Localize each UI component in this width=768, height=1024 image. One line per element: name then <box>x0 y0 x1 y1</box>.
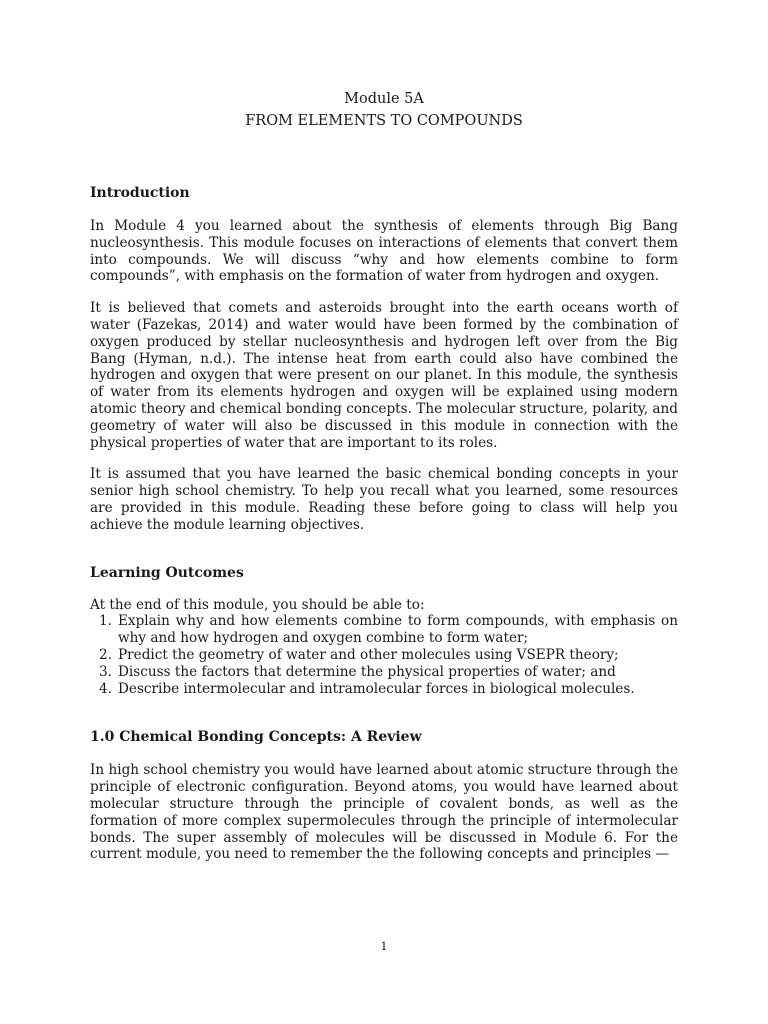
document-title: FROM ELEMENTS TO COMPOUNDS <box>245 113 523 129</box>
intro-paragraph-1: In Module 4 you learned about the synthesis of elements through Big Bang nucleosynthesis. This module focuses on interactions of elements that convert them into compounds. We will discuss “why and how elements combine to form compounds”, with emphasis on the formation of water from hydrogen and oxygen. <box>90 218 678 285</box>
intro-paragraph-2: It is believed that comets and asteroids brought into the earth oceans worth of water (Fazekas, 2014) and water would have been formed by the combination of oxygen produced by stellar nucleosynthesis and hydrogen left over from the Big Bang (Hyman, n.d.). The intense heat from earth could also have combined the hydrogen and oxygen that were present on our planet. In this module, the synthesis of water from its elements hydrogen and oxygen will be explained using modern atomic theory and chemical bonding concepts. The molecular structure, polarity, and geometry of water will also be discussed in this module in connection with the physical properties of water that are important to its roles. <box>90 300 678 451</box>
list-item-text: Discuss the factors that determine the physical properties of water; and <box>118 663 616 680</box>
title-block <box>90 88 678 132</box>
list-item-number: 1. <box>99 613 112 630</box>
list-item <box>90 647 678 664</box>
introduction-heading: Introduction <box>90 185 190 201</box>
learning-outcomes-heading: Learning Outcomes <box>90 564 244 581</box>
list-item-text: Explain why and how elements combine to form compounds, with emphasis on why and how hydrogen and oxygen combine to form water; <box>118 613 678 647</box>
list-item <box>90 664 678 681</box>
list-item-number: 3. <box>99 663 112 680</box>
list-item-text: Describe intermolecular and intramolecular forces in biological molecules. <box>118 680 635 697</box>
learning-outcomes-intro: At the end of this module, you should be able to: <box>90 596 425 613</box>
list-item-text: Predict the geometry of water and other molecules using VSEPR theory; <box>118 646 619 663</box>
list-item <box>90 613 678 647</box>
intro-paragraph-3: It is assumed that you have learned the basic chemical bonding concepts in your senior high school chemistry. To help you recall what you learned, some resources are provided in this module. Reading these before going to class will help you achieve the module learning objectives. <box>90 466 678 533</box>
section-1-paragraph: In high school chemistry you would have learned about atomic structure through the principle of electronic configuration. Beyond atoms, you would have learned about molecular structure through the principle of covalent bonds, as well as the formation of more complex supermolecules through the principle of intermolecular bonds. The super assembly of molecules will be discussed in Module 6. For the current module, you need to remember the the following concepts and principles — <box>90 762 678 863</box>
document-page <box>90 88 678 863</box>
list-item-number: 4. <box>99 680 112 697</box>
learning-outcomes-list <box>90 613 678 697</box>
module-label: Module 5A <box>344 91 424 107</box>
list-item-number: 2. <box>99 646 112 663</box>
section-1-heading: 1.0 Chemical Bonding Concepts: A Review <box>90 729 422 746</box>
list-item <box>90 681 678 698</box>
page-number: 1 <box>380 940 388 953</box>
